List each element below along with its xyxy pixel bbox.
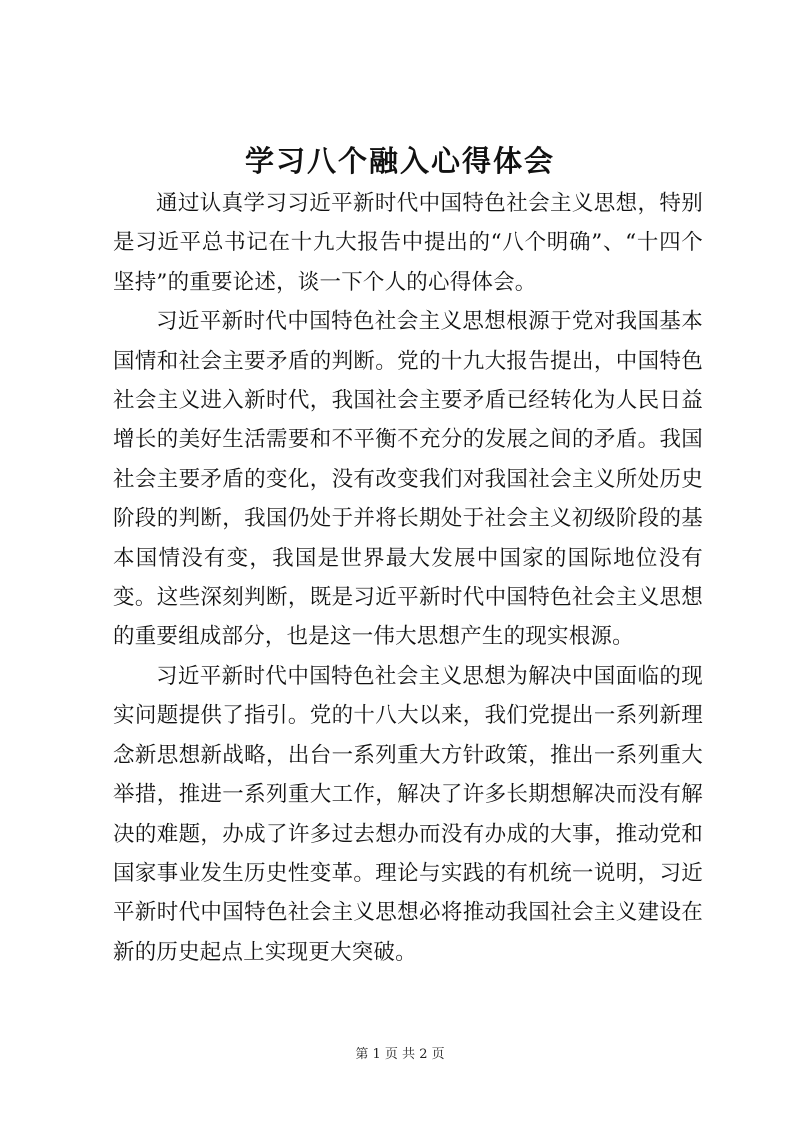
paragraph-3: 习近平新时代中国特色社会主义思想为解决中国面临的现实问题提供了指引。党的十八大以来，我们党提出一系列新理念新思想新战略，出台一系列重大方针政策，推出一系列重大举措，推进一系列重大工作，解决了许多长期想解决而没有解决的难题，办成了许多过去想办而没有办成的大事，推动党和国家事业发生历史性变革。理论与实践的有机统一说明，习近平新时代中国特色社会主义思想必将推动我国社会主义建设在新的历史起点上实现更大突破。 [113,663,703,965]
page-number-footer: 第 1 页 共 2 页 [355,1047,445,1062]
page-title: 学习八个融入心得体会 [244,144,555,178]
paragraph-1: 通过认真学习习近平新时代中国特色社会主义思想，特别是习近平总书记在十九大报告中提出的“八个明确”、“十四个坚持”的重要论述，谈一下个人的心得体会。 [113,191,703,295]
document-body [113,184,703,972]
paragraph-2: 习近平新时代中国特色社会主义思想根源于党对我国基本国情和社会主要矛盾的判断。党的十九大报告提出，中国特色社会主义进入新时代，我国社会主要矛盾已经转化为人民日益增长的美好生活需要和不平衡不充分的发展之间的矛盾。我国社会主要矛盾的变化，没有改变我们对我国社会主义所处历史阶段的判断，我国仍处于并将长期处于社会主义初级阶段的基本国情没有变，我国是世界最大发展中国家的国际地位没有变。这些深刻判断，既是习近平新时代中国特色社会主义思想的重要组成部分，也是这一伟大思想产生的现实根源。 [113,309,703,650]
